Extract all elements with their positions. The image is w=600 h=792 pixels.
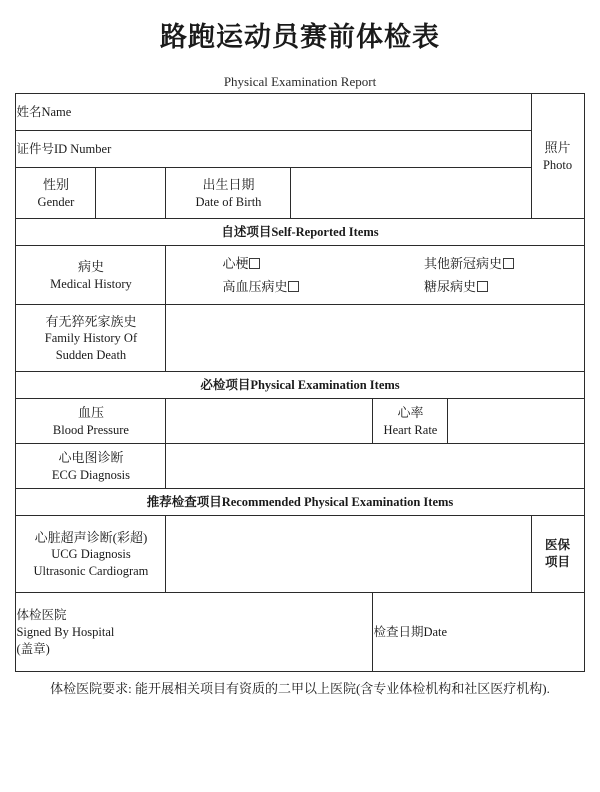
- ecg-label-cell: [16, 444, 166, 489]
- physical-examination-table: [15, 93, 584, 672]
- name-field[interactable]: [16, 94, 531, 131]
- table-row-self-reported-header: [16, 219, 584, 246]
- blood-pressure-value-field[interactable]: [166, 399, 373, 444]
- page-title: 路跑运动员赛前体检表: [160, 22, 440, 52]
- hospital-label-en: Signed By Hospital: [16, 624, 115, 639]
- id-number-label: 证件号ID Number: [16, 141, 112, 156]
- name-label: 姓名Name: [16, 104, 72, 119]
- checkbox-label-hypertension: 高血压病史: [222, 278, 288, 294]
- heart-rate-label-cell: [373, 399, 448, 444]
- ucg-label-en-line1: UCG Diagnosis: [51, 547, 131, 562]
- hospital-label-cn: 体检医院: [16, 608, 67, 623]
- family-history-label-en-line1: Family History Of: [44, 331, 138, 346]
- gender-value-field[interactable]: [96, 168, 166, 219]
- id-number-field[interactable]: [16, 131, 531, 168]
- table-row-medical-history: [16, 246, 584, 305]
- table-row-family-history: [16, 305, 584, 372]
- ucg-label-en-line2: Ultrasonic Cardiogram: [33, 564, 149, 579]
- hospital-signature-field[interactable]: [16, 593, 373, 672]
- table-row-ucg: [16, 516, 584, 593]
- medical-history-label-en: Medical History: [50, 276, 132, 291]
- table-row-id-number: [16, 131, 584, 168]
- ucg-value-field[interactable]: [166, 516, 531, 593]
- ucg-label-cell: [16, 516, 166, 593]
- checkbox-item-hypertension[interactable]: [222, 278, 382, 296]
- family-history-label-cn: 有无猝死家族史: [45, 313, 137, 329]
- hospital-label-seal: (盖章): [16, 641, 50, 656]
- ecg-label-cn: 心电图诊断: [58, 450, 124, 466]
- checkbox-item-diabetes[interactable]: [424, 278, 584, 296]
- table-row-ecg: [16, 444, 584, 489]
- insurance-item-label-cell: [531, 516, 584, 593]
- heart-rate-value-field[interactable]: [448, 399, 584, 444]
- checkbox-label-myocardial-infarction: 心梗: [222, 256, 249, 272]
- ucg-label-cn: 心脏超声诊断(彩超): [34, 529, 148, 545]
- insurance-label-line1: 医保: [545, 538, 571, 553]
- section-header-recommended-exam: 推荐检查项目Recommended Physical Examination Items: [16, 489, 584, 516]
- gender-label-cell: [16, 168, 96, 219]
- medical-history-label-cn: 病史: [77, 259, 104, 275]
- section-header-required-exam: 必检项目Physical Examination Items: [16, 372, 584, 399]
- family-history-label-cell: [16, 305, 166, 372]
- table-row-gender-dob: [16, 168, 584, 219]
- blood-pressure-label-cn: 血压: [77, 405, 104, 421]
- gender-label-cn: 性别: [42, 177, 69, 193]
- page-subtitle: Physical Examination Report: [223, 74, 377, 90]
- ecg-value-field[interactable]: [166, 444, 584, 489]
- dob-label-cell: [166, 168, 291, 219]
- gender-label-en: Gender: [37, 194, 75, 209]
- insurance-label-line2: 项目: [545, 555, 571, 570]
- checkbox-column-right: [382, 255, 584, 295]
- checkbox-label-covid-history: 其他新冠病史: [423, 256, 502, 272]
- heart-rate-label-en: Heart Rate: [383, 422, 438, 437]
- checkbox-box-icon[interactable]: [503, 258, 514, 269]
- exam-date-label: 检查日期Date: [373, 624, 448, 639]
- checkbox-box-icon[interactable]: [477, 281, 488, 292]
- checkbox-column-left: [166, 255, 382, 295]
- exam-date-field[interactable]: [373, 593, 584, 672]
- physical-examination-form-page: [0, 22, 600, 792]
- checkbox-item-myocardial-infarction[interactable]: [222, 255, 382, 273]
- checkbox-label-diabetes: 糖尿病史: [423, 278, 476, 294]
- table-row-required-exam-header: [16, 372, 584, 399]
- section-header-self-reported: 自述项目Self-Reported Items: [16, 219, 584, 246]
- checkbox-item-covid-history[interactable]: [424, 255, 584, 273]
- photo-cell[interactable]: [531, 94, 584, 219]
- checkbox-box-icon[interactable]: [288, 281, 299, 292]
- medical-history-label-cell: [16, 246, 166, 305]
- photo-label-cn: 照片: [544, 140, 571, 156]
- blood-pressure-label-cell: [16, 399, 166, 444]
- table-row-name: [16, 94, 584, 131]
- dob-label-cn: 出生日期: [202, 177, 255, 193]
- ecg-label-en: ECG Diagnosis: [51, 467, 131, 482]
- heart-rate-label-cn: 心率: [397, 405, 424, 421]
- table-row-recommended-exam-header: [16, 489, 584, 516]
- table-row-blood-pressure-heart-rate: [16, 399, 584, 444]
- family-history-label-en-line2: Sudden Death: [55, 348, 127, 363]
- dob-label-en: Date of Birth: [195, 194, 262, 209]
- checkbox-box-icon[interactable]: [249, 258, 260, 269]
- photo-label-en: Photo: [542, 157, 573, 172]
- footer-note: 体检医院要求: 能开展相关项目有资质的二甲以上医院(含专业体检机构和社区医疗机构).: [50, 681, 550, 697]
- blood-pressure-label-en: Blood Pressure: [52, 422, 129, 437]
- table-row-signature-date: [16, 593, 584, 672]
- family-history-value-field[interactable]: [166, 305, 584, 372]
- dob-value-field[interactable]: [291, 168, 531, 219]
- medical-history-checkbox-group: [166, 246, 584, 305]
